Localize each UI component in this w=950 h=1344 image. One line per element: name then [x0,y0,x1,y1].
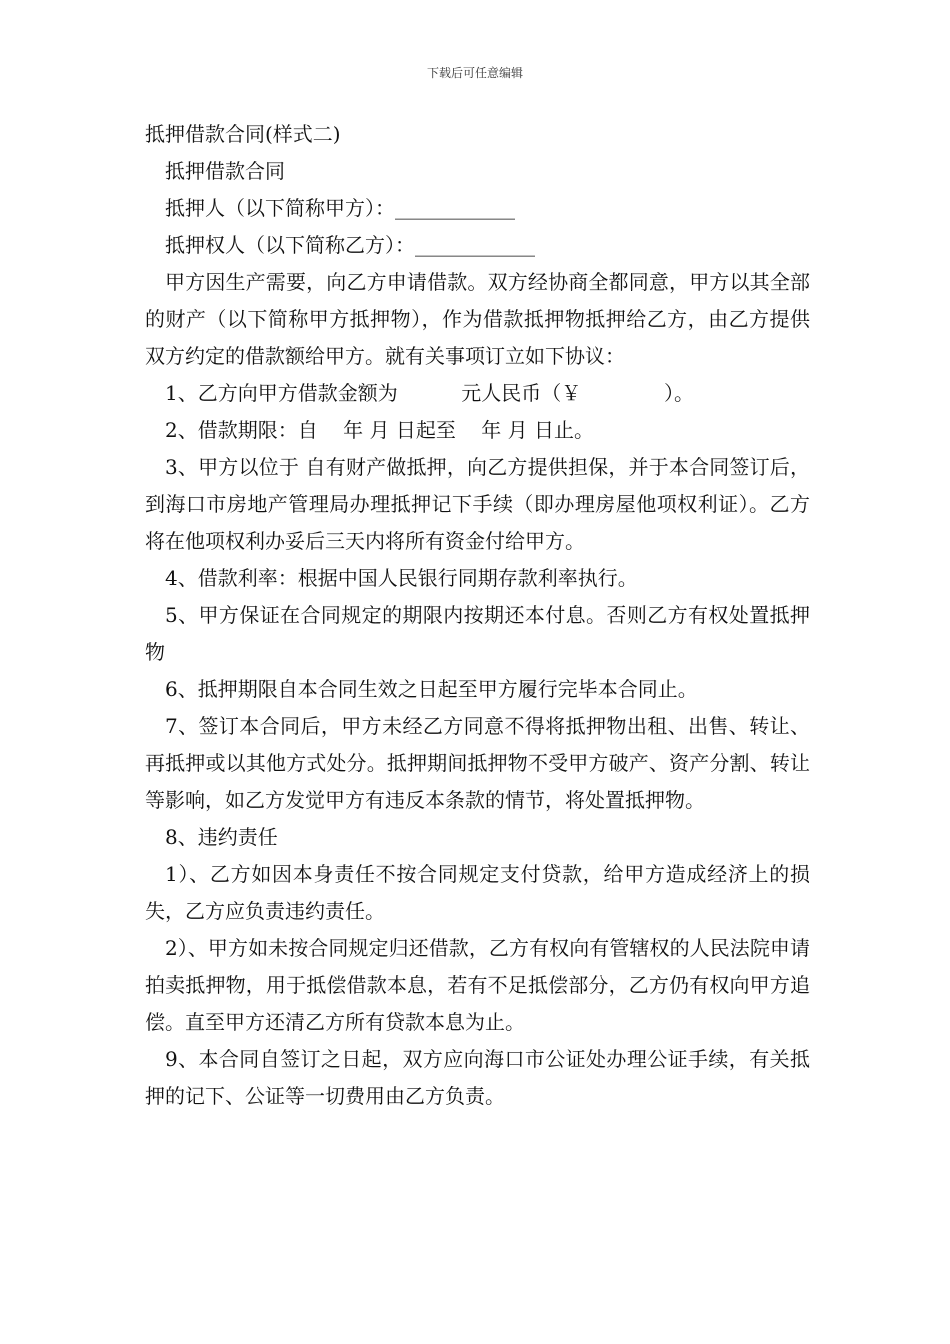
clause-8-2: 2）、甲方如未按合同规定归还借款，乙方有权向有管辖权的人民法院申请拍卖抵押物，用于抵偿借款本息，若有不足抵偿部分，乙方仍有权向甲方追偿。直至甲方还清乙方所有贷款本息为止。 [145,936,810,1034]
clause-3: 3、甲方以位于 自有财产做抵押，向乙方提供担保，并于本合同签订后，到海口市房地产管理局办理抵押记下手续（即办理房屋他项权利证）。乙方将在他项权利办妥后三天内将所有资金付给甲方。 [145,455,810,553]
clause-4: 4、借款利率：根据中国人民银行同期存款利率执行。 [165,566,638,590]
clause-6: 6、抵押期限自本合同生效之日起至甲方履行完毕本合同止。 [165,677,698,701]
contract-subtitle: 抵押借款合同 [165,159,285,183]
party-b-line: 抵押权人（以下简称乙方）：____________ [165,233,535,257]
clause-5: 5、甲方保证在合同规定的期限内按期还本付息。否则乙方有权处置抵押物 [145,603,810,664]
page-header: 下载后可任意编辑 [426,66,523,80]
clause-8-1: 1）、乙方如因本身责任不按合同规定支付贷款，给甲方造成经济上的损失，乙方应负责违约责任。 [145,862,810,923]
intro-paragraph: 甲方因生产需要，向乙方申请借款。双方经协商全都同意，甲方以其全部的财产（以下简称甲方抵押物），作为借款抵押物抵押给乙方，由乙方提供双方约定的借款额给甲方。就有关事项订立如下协议： [145,270,810,368]
clause-9: 9、本合同自签订之日起，双方应向海口市公证处办理公证手续，有关抵押的记下、公证等一切费用由乙方负责。 [145,1047,810,1108]
clause-7: 7、签订本合同后，甲方未经乙方同意不得将抵押物出租、出售、转让、再抵押或以其他方式处分。抵押期间抵押物不受甲方破产、资产分割、转让等影响，如乙方发觉甲方有违反本条款的情节，将处置抵押物。 [145,714,810,812]
clause-2: 2、借款期限：自 年 月 日起至 年 月 日止。 [165,418,595,442]
document-body [145,116,810,1115]
document-title: 抵押借款合同(样式二) [145,122,341,146]
party-a-line: 抵押人（以下简称甲方）：____________ [165,196,515,220]
clause-1: 1、乙方向甲方借款金额为 元人民币（￥ ）。 [165,381,694,405]
clause-8: 8、违约责任 [165,825,278,849]
